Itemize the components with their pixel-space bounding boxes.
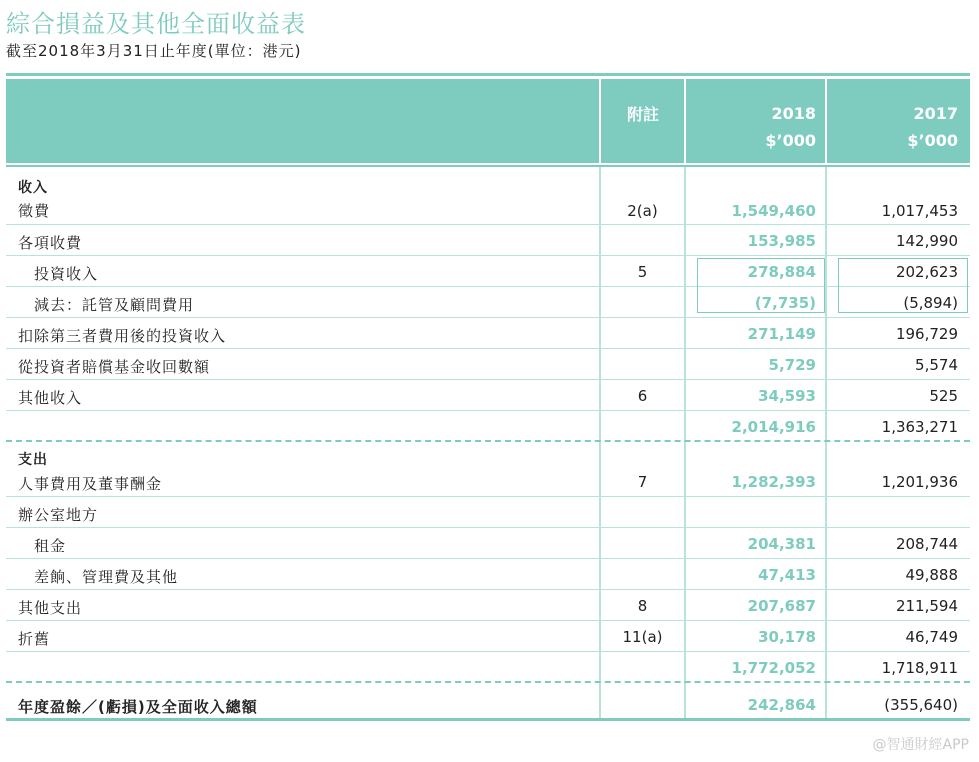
row-label: 其他收入 — [18, 389, 83, 407]
table-header — [6, 79, 970, 163]
header-divider — [599, 79, 601, 163]
row-label: 其他支出 — [18, 599, 83, 617]
value-2017: 202,623 — [895, 263, 958, 281]
result-2018: 242,864 — [747, 696, 816, 714]
value-2018: 34,593 — [758, 387, 816, 405]
value-2017: 1,201,936 — [881, 473, 958, 491]
section-expense: 支出 — [18, 452, 48, 468]
row-label: 投資收入 — [34, 265, 99, 283]
result-2017: (355,640) — [884, 696, 958, 714]
row-note: 6 — [637, 387, 648, 405]
row-note: 7 — [637, 473, 648, 491]
row-note: 11(a) — [622, 628, 663, 646]
value-2018: 207,687 — [747, 597, 816, 615]
value-2017: 208,744 — [895, 535, 958, 553]
row-label: 差餉、管理費及其他 — [34, 568, 179, 586]
value-2017: 49,888 — [905, 566, 958, 584]
value-2017: 525 — [929, 387, 958, 405]
header-2018: 2018 $’000 — [765, 104, 816, 150]
watermark: @智通財經APP — [872, 737, 969, 753]
row-label: 從投資者賠償基金收回數額 — [18, 358, 211, 376]
expense-total-2018: 1,772,052 — [731, 659, 816, 677]
value-2017: 46,749 — [905, 628, 958, 646]
page-title: 綜合損益及其他全面收益表 — [6, 10, 306, 38]
table-row — [6, 590, 970, 621]
value-2017: 142,990 — [895, 232, 958, 250]
income-total-2018: 2,014,916 — [731, 418, 816, 436]
row-note: 5 — [637, 263, 648, 281]
value-2017: 1,017,453 — [881, 202, 958, 220]
result-row — [6, 688, 970, 719]
income-total-row — [6, 411, 970, 442]
value-2017: 196,729 — [895, 325, 958, 343]
value-2018: 204,381 — [747, 535, 816, 553]
table-row — [6, 349, 970, 380]
header-note: 附註 — [626, 105, 659, 124]
table-row — [6, 380, 970, 411]
table-row — [6, 497, 970, 528]
value-2018: 271,149 — [747, 325, 816, 343]
row-label: 扣除第三者費用後的投資收入 — [18, 327, 227, 345]
table-row — [6, 194, 970, 225]
table-row — [6, 225, 970, 256]
value-2018: 30,178 — [758, 628, 816, 646]
value-2018: (7,735) — [754, 294, 816, 312]
table-row — [6, 466, 970, 497]
value-2017: 5,574 — [915, 356, 958, 374]
value-2018: 5,729 — [768, 356, 816, 374]
row-label: 減去：託管及顧問費用 — [34, 296, 195, 314]
table-row — [6, 559, 970, 590]
table-row — [6, 621, 970, 652]
top-rule — [6, 73, 970, 76]
table-row — [6, 256, 970, 287]
expense-total-row — [6, 652, 970, 683]
value-2018: 1,282,393 — [731, 473, 816, 491]
row-note: 2(a) — [627, 202, 658, 220]
value-2017: (5,894) — [903, 294, 958, 312]
row-label: 租金 — [34, 537, 67, 555]
bottom-rule — [6, 718, 970, 721]
section-income: 收入 — [18, 180, 48, 196]
subtotal-box-2018 — [697, 258, 825, 313]
header-2017: 2017 $’000 — [907, 104, 958, 150]
result-label: 年度盈餘／(虧損)及全面收入總額 — [18, 698, 258, 716]
page-subtitle: 截至2018年3月31日止年度(單位：港元) — [6, 42, 302, 60]
row-label: 辦公室地方 — [18, 506, 99, 524]
row-label: 各項收費 — [18, 234, 83, 252]
subtotal-box-2017 — [838, 258, 968, 313]
row-label: 折舊 — [18, 630, 51, 648]
income-total-2017: 1,363,271 — [881, 418, 958, 436]
value-2017: 211,594 — [895, 597, 958, 615]
row-note: 8 — [637, 597, 648, 615]
table-row — [6, 528, 970, 559]
row-label: 人事費用及董事酬金 — [18, 475, 163, 493]
value-2018: 278,884 — [747, 263, 816, 281]
value-2018: 47,413 — [758, 566, 816, 584]
table-row — [6, 318, 970, 349]
row-label: 徵費 — [18, 202, 51, 220]
value-2018: 1,549,460 — [731, 202, 816, 220]
value-2018: 153,985 — [747, 232, 816, 250]
table-row — [6, 287, 970, 318]
expense-total-2017: 1,718,911 — [881, 659, 958, 677]
